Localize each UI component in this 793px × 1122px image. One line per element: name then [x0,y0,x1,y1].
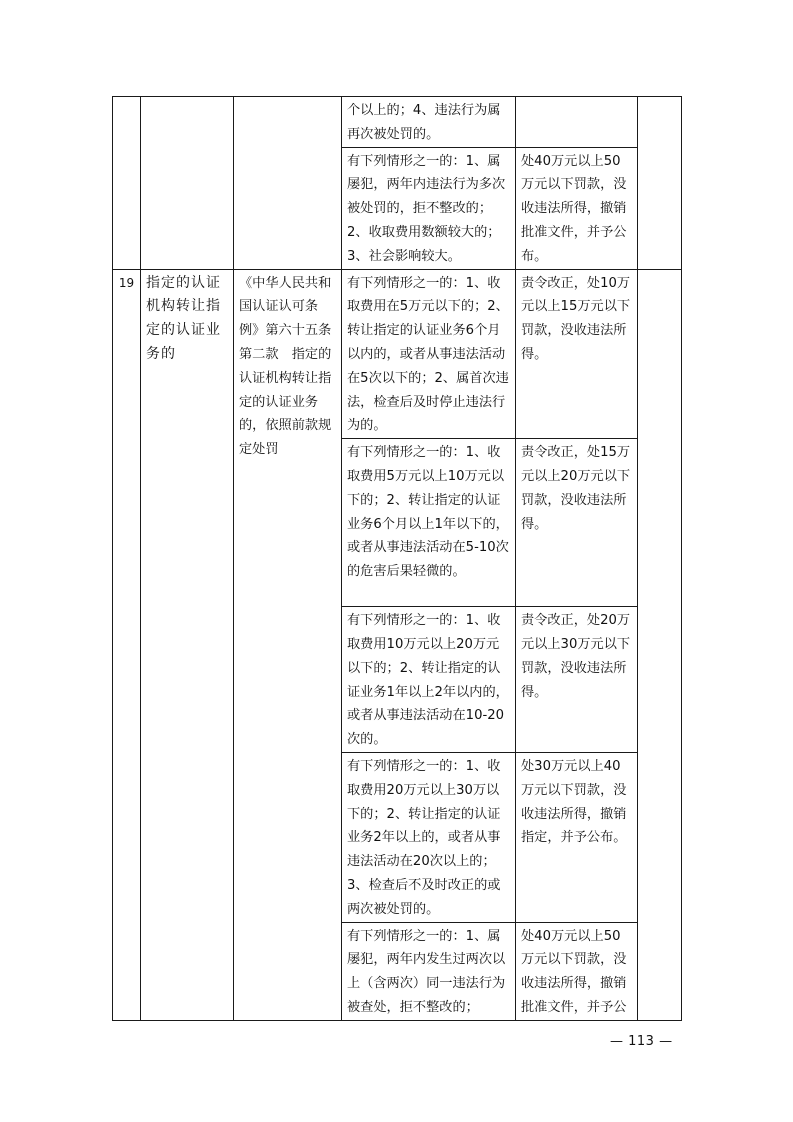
penalty-cell: 责令改正，处20万元以上30万元以下罚款，没收违法所得。 [516,607,638,753]
remarks-cell [638,269,682,1020]
remarks-cell [638,97,682,270]
item-19-row [113,269,682,439]
penalty-cell: 责令改正，处10万元以上15万元以下罚款，没收违法所得。 [516,269,638,439]
penalty-cell [516,97,638,148]
continuation-row [113,97,682,148]
penalty-cell: 处30万元以上40万元以下罚款，没收违法所得，撤销指定，并予公布。 [516,752,638,922]
number-cell [113,97,141,270]
circumstance-cell: 有下列情形之一的：1、属屡犯，两年内发生过两次以上（含两次）同一违法行为被查处，拒不整改的； [342,922,516,1020]
penalty-cell: 处40万元以上50万元以下罚款，没收违法所得，撤销批准文件，并予公布。 [516,147,638,269]
circumstance-cell: 有下列情形之一的：1、收取费用在5万元以下的；2、转让指定的认证业务6个月以内的，或者从事违法活动在5次以下的；2、属首次违法，检查后及时停止违法行为的。 [342,269,516,439]
item-name: 指定的认证机构转让指定的认证业务的 [141,269,234,1020]
name-cell [141,97,234,270]
circumstance-cell: 有下列情形之一的：1、收取费用5万元以上10万元以下的；2、转让指定的认证业务6个月以上1年以下的，或者从事违法活动在5-10次的危害后果轻微的。 [342,439,516,607]
circumstance-cell: 个以上的；4、违法行为属再次被处罚的。 [342,97,516,148]
legal-basis: 《中华人民共和国认证认可条例》第六十五条第二款 指定的认证机构转让指定的认证业务的，依照前款规定处罚 [234,269,342,1020]
basis-cell [234,97,342,270]
item-number: 19 [113,269,141,1020]
circumstance-cell: 有下列情形之一的：1、收取费用10万元以上20万元以下的；2、转让指定的认证业务1年以上2年以内的，或者从事违法活动在10-20次的。 [342,607,516,753]
circumstance-cell: 有下列情形之一的：1、属屡犯，两年内违法行为多次被处罚的，拒不整改的；2、收取费用数额较大的；3、社会影响较大。 [342,147,516,269]
circumstance-cell: 有下列情形之一的：1、收取费用20万元以上30万以下的；2、转让指定的认证业务2年以上的，或者从事违法活动在20次以上的；3、检查后不及时改正的或两次被处罚的。 [342,752,516,922]
page-number: — 113 — [610,1034,673,1049]
penalty-cell: 责令改正，处15万元以上20万元以下罚款，没收违法所得。 [516,439,638,607]
penalty-cell: 处40万元以上50万元以下罚款，没收违法所得，撤销批准文件，并予公 [516,922,638,1020]
penalty-table [112,96,682,1021]
